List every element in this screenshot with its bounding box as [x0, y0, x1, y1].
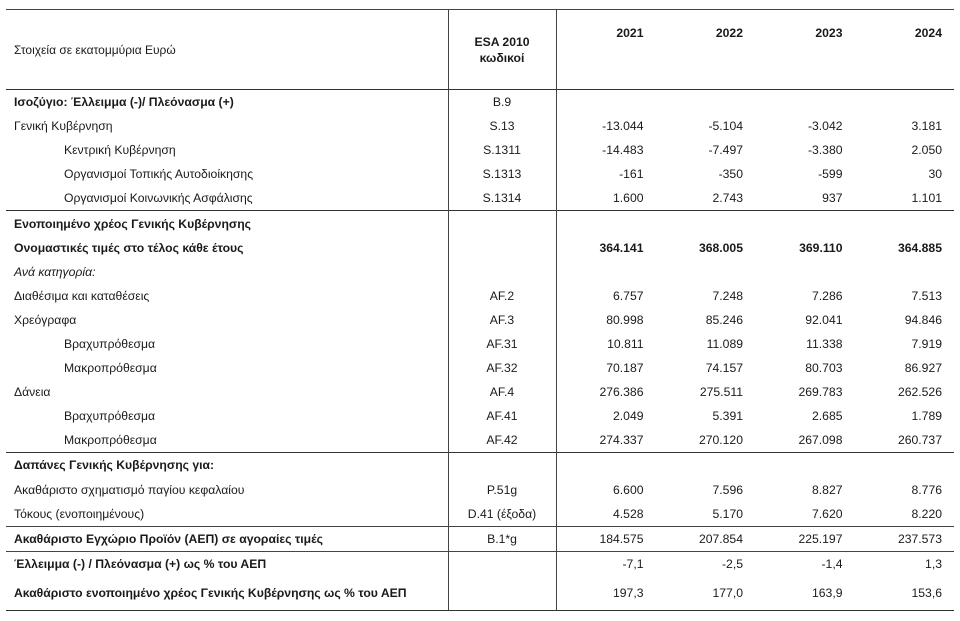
row-label: Δαπάνες Γενικής Κυβέρνησης για: — [6, 453, 448, 478]
row-value: 7.620 — [755, 502, 855, 527]
row-value — [556, 90, 656, 115]
row-label: Ισοζύγιο: Έλλειμμα (-)/ Πλεόνασμα (+) — [14, 95, 234, 110]
row-value: 30 — [928, 167, 942, 182]
table-row — [6, 576, 954, 611]
header-code-line2: κωδικοί — [479, 50, 525, 65]
row-label: Μακροπρόθεσμα — [64, 433, 157, 448]
table-header-row — [6, 10, 954, 90]
row-label: Διαθέσιμα και καταθέσεις — [14, 288, 150, 303]
row-value: 10.811 — [607, 336, 644, 351]
row-value — [755, 90, 855, 115]
row-label: Ακαθάριστο σχηματισμό παγίου κεφαλαίου — [14, 482, 245, 497]
row-code: AF.2 — [448, 284, 556, 308]
row-code: AF.41 — [448, 404, 556, 428]
row-value — [855, 211, 955, 236]
row-value — [855, 453, 955, 478]
row-value: 8.220 — [855, 502, 955, 527]
table-row — [6, 332, 954, 356]
row-value: 6.757 — [613, 288, 644, 303]
row-label: Δάνεια — [14, 385, 51, 400]
row-label: Κεντρική Κυβέρνηση — [64, 143, 176, 158]
row-value: -3.042 — [807, 119, 843, 134]
row-value: 2.685 — [812, 409, 843, 424]
row-value: 262.526 — [897, 385, 942, 400]
row-value: 163,9 — [755, 576, 855, 611]
row-value: -161 — [619, 167, 644, 182]
row-value: -13.044 — [602, 119, 644, 134]
row-value: 197,3 — [556, 576, 656, 611]
row-label: Οργανισμοί Τοπικής Αυτοδιοίκησης — [64, 167, 254, 182]
table-row — [6, 502, 954, 527]
table-row — [6, 308, 954, 332]
row-value — [556, 453, 656, 478]
row-value: 177,0 — [656, 576, 756, 611]
table-row — [6, 453, 954, 478]
fiscal-data-table — [6, 9, 954, 611]
row-value — [755, 260, 855, 284]
row-value — [755, 211, 855, 236]
row-label: Ενοποιημένο χρέος Γενικής Κυβέρνησης — [6, 211, 448, 236]
row-label: Βραχυπρόθεσμα — [64, 409, 156, 424]
row-value: 7.919 — [911, 336, 942, 351]
row-value: 7.286 — [812, 288, 843, 303]
row-value: 269.783 — [798, 385, 843, 400]
header-year: 2024 — [855, 10, 955, 90]
row-code: S.1313 — [448, 162, 556, 186]
row-value: -5.104 — [708, 119, 743, 134]
row-label: Οργανισμοί Κοινωνικής Ασφάλισης — [64, 191, 253, 206]
table-row — [6, 526, 954, 551]
row-value: 11.089 — [706, 336, 743, 351]
row-code — [448, 453, 556, 478]
table-row — [6, 90, 954, 115]
row-value: 5.170 — [656, 502, 756, 527]
table-row — [6, 114, 954, 138]
row-value — [556, 260, 656, 284]
table-row — [6, 478, 954, 502]
row-code: AF.42 — [448, 428, 556, 453]
row-value: 260.737 — [897, 433, 942, 448]
row-value: 94.846 — [904, 312, 942, 327]
row-value: 92.041 — [805, 312, 843, 327]
table-row — [6, 211, 954, 236]
row-code: S.1311 — [448, 138, 556, 162]
row-value: 80.998 — [606, 312, 644, 327]
row-value: 274.337 — [599, 433, 644, 448]
row-value: 5.391 — [712, 409, 743, 424]
row-value: 7.248 — [712, 288, 743, 303]
row-code: S.1314 — [448, 186, 556, 211]
row-label: Γενική Κυβέρνηση — [14, 119, 113, 134]
row-label: Βραχυπρόθεσμα — [64, 336, 156, 351]
header-year: 2021 — [556, 10, 656, 90]
table-row — [6, 428, 954, 453]
row-value: 8.827 — [812, 482, 843, 497]
row-value: 1,3 — [925, 556, 942, 571]
row-value — [656, 90, 756, 115]
row-value: 184.575 — [556, 526, 656, 551]
table-row — [6, 236, 954, 260]
row-value: 368.005 — [698, 240, 743, 255]
row-value: 70.187 — [606, 361, 644, 376]
row-value: 275.511 — [699, 385, 743, 400]
row-value: 4.528 — [556, 502, 656, 527]
header-code-line1: ESA 2010 — [474, 34, 530, 49]
row-code: S.13 — [448, 114, 556, 138]
row-value: 1.789 — [911, 409, 942, 424]
header-label: Στοιχεία σε εκατομμύρια Ευρώ — [6, 10, 448, 90]
row-code: D.41 (έξοδα) — [448, 502, 556, 527]
table-row — [6, 162, 954, 186]
row-value: 369.110 — [799, 240, 843, 255]
row-code: P.51g — [448, 478, 556, 502]
header-code — [448, 10, 556, 90]
row-value: 937 — [822, 191, 843, 206]
row-value: -3.380 — [807, 143, 843, 158]
table-row — [6, 551, 954, 576]
row-label: Τόκους (ενοποιημένους) — [6, 502, 448, 527]
row-label: Ονομαστικές τιμές στο τέλος κάθε έτους — [14, 240, 244, 255]
row-code — [448, 551, 556, 576]
table-row — [6, 138, 954, 162]
row-value — [656, 211, 756, 236]
row-value: 2.743 — [712, 191, 743, 206]
row-label: Χρεόγραφα — [14, 312, 77, 327]
table-row — [6, 260, 954, 284]
table-row — [6, 404, 954, 428]
row-value: 153,6 — [855, 576, 955, 611]
row-code: AF.4 — [448, 380, 556, 404]
row-code: AF.32 — [448, 356, 556, 380]
row-code — [448, 236, 556, 260]
row-value: 276.386 — [599, 385, 644, 400]
row-label: Ακαθάριστο ενοποιημένο χρέος Γενικής Κυβέρνησης ως % του ΑΕΠ — [6, 576, 448, 611]
row-value: -2,5 — [721, 556, 743, 571]
row-value: -7.497 — [708, 143, 743, 158]
row-value: 74.157 — [705, 361, 743, 376]
table-row — [6, 186, 954, 211]
row-label: Μακροπρόθεσμα — [64, 361, 157, 376]
row-value — [656, 453, 756, 478]
row-value: -14.483 — [602, 143, 644, 158]
row-value: 2.050 — [911, 143, 942, 158]
row-label: Ανά κατηγορία: — [14, 264, 96, 279]
row-value: -7,1 — [622, 556, 644, 571]
row-value: 207.854 — [656, 526, 756, 551]
table-row — [6, 356, 954, 380]
row-value: 8.776 — [911, 482, 942, 497]
row-code: B.1*g — [448, 526, 556, 551]
row-value — [755, 453, 855, 478]
row-code — [448, 211, 556, 236]
row-value: -350 — [718, 167, 743, 182]
row-value: 85.246 — [705, 312, 743, 327]
row-code — [448, 576, 556, 611]
row-code: AF.3 — [448, 308, 556, 332]
row-value: 364.885 — [897, 240, 942, 255]
table-row — [6, 284, 954, 308]
row-value — [656, 260, 756, 284]
row-value: 237.573 — [855, 526, 955, 551]
row-value — [855, 90, 955, 115]
row-value: 267.098 — [798, 433, 843, 448]
row-value: 6.600 — [613, 482, 644, 497]
row-value: 225.197 — [755, 526, 855, 551]
row-value: -1,4 — [821, 556, 843, 571]
row-value — [855, 260, 955, 284]
row-code — [448, 260, 556, 284]
row-value: 3.181 — [911, 119, 942, 134]
row-value: 7.513 — [911, 288, 942, 303]
row-value: 1.600 — [613, 191, 644, 206]
row-value: 80.703 — [805, 361, 843, 376]
row-value: 364.141 — [599, 240, 644, 255]
header-year: 2023 — [755, 10, 855, 90]
row-value: 270.120 — [698, 433, 743, 448]
header-year: 2022 — [656, 10, 756, 90]
row-label: Ακαθάριστο Εγχώριο Προϊόν (ΑΕΠ) σε αγοραίες τιμές — [6, 526, 448, 551]
row-value — [556, 211, 656, 236]
row-value: 7.596 — [712, 482, 743, 497]
row-value: -599 — [818, 167, 843, 182]
row-code: B.9 — [448, 90, 556, 115]
row-label: Έλλειμμα (-) / Πλεόνασμα (+) ως % του ΑΕΠ — [14, 556, 267, 571]
row-code: AF.31 — [448, 332, 556, 356]
table-row — [6, 380, 954, 404]
row-value: 11.338 — [806, 336, 843, 351]
row-value: 86.927 — [904, 361, 942, 376]
row-value: 2.049 — [613, 409, 644, 424]
row-value: 1.101 — [911, 191, 942, 206]
